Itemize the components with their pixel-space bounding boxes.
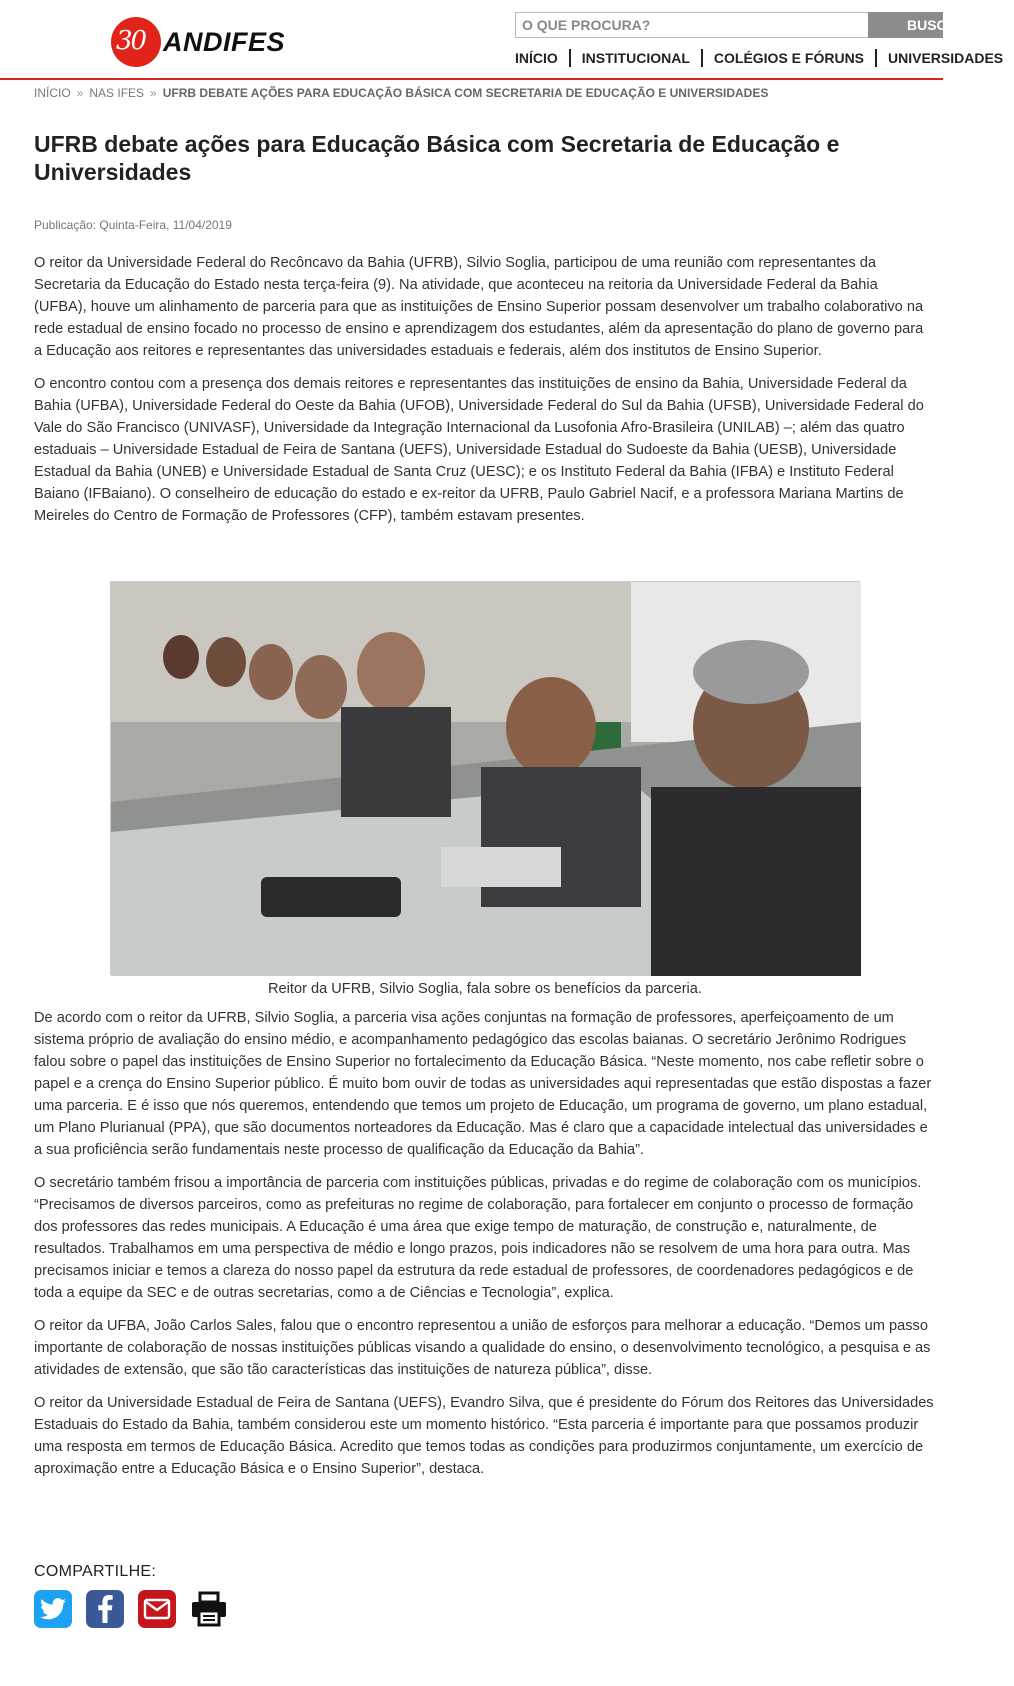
article-paragraph: De acordo com o reitor da UFRB, Silvio Soglia, a parceria visa ações conjuntas na formação de professores, aperfeiçoamento de um sistema próprio de avaliação do ensino médio, e acompanhamento pedagógico das escolas baianas. O secretário Jerônimo Rodrigues falou sobre o papel das instituições de Ensino Superior no fortalecimento da Educação Básica. “Neste momento, nos cabe refletir sobre o papel e a crença do Ensino Superior público. É muito bom ouvir de todas as universidades aqui representadas que estão dispostas a fazer uma parceria. E é isso que nós queremos, entendendo que temos um projeto de Educação, um programa de governo, um plano estadual, um Plano Plurianual (PPA), que são documentos norteadores da Educação. Mas é claro que a capacidade intelectual das universidades e a sua proficiência serão fundamentais neste processo de qualificação da Educação da Bahia”. [34, 1010, 932, 1158]
nav-item-universidades[interactable]: UNIVERSIDADES [875, 49, 1014, 67]
main-nav [515, 48, 1014, 68]
article-paragraph: O secretário também frisou a importância de parceria com instituições públicas, privadas e do regime de colaboração com os municípios. “Precisamos de diversos parceiros, como as prefeituras no regime de colaboração, para fortalecer em conjunto o processo de formação dos professores das redes municipais. A Educação é uma área que exige tempo de maturação, de construção e, naturalmente, de resultados. Trabalhamos em uma perspectiva de médio e longo prazos, pois indicadores não se resolvem de uma hora para outra. Mas precisamos iniciar e temos a clareza do nosso papel da estrutura da rede estadual de professores, de coordenadores pedagógicos e de toda a equipe da SEC e de outras secretarias, como a de Ciências e Tecnologia”, explica. [34, 1175, 922, 1301]
breadcrumb [34, 86, 768, 100]
logo-text: ANDIFES [163, 26, 286, 57]
article-paragraph: O reitor da Universidade Estadual de Feira de Santana (UEFS), Evandro Silva, que é presidente do Fórum dos Reitores das Universidades Estaduais do Estado da Bahia, também considerou este um momento histórico. “Esta parceria é importante para que possamos produzir uma resposta em termos de Educação Básica. Acredito que temos todas as condições para produzirmos conjuntamente, um exercício de aproximação entre a Educação Básica e o Ensino Superior”, destaca. [34, 1395, 934, 1477]
nav-item-inicio[interactable]: INÍCIO [515, 50, 558, 66]
search-button-label: BUSCAR [907, 17, 967, 33]
search-bar [515, 12, 967, 38]
search-input[interactable] [515, 12, 868, 38]
nav-item-institucional[interactable]: INSTITUCIONAL [569, 49, 701, 67]
article-body-top [34, 252, 934, 538]
share-buttons [34, 1590, 228, 1628]
share-label: COMPARTILHE: [34, 1563, 157, 1580]
twitter-icon [40, 1598, 66, 1620]
facebook-share-button[interactable] [86, 1590, 124, 1628]
article-photo [110, 581, 860, 975]
article-figure [110, 581, 860, 999]
photo-caption: Reitor da UFRB, Silvio Soglia, fala sobre os benefícios da parceria. [268, 981, 702, 997]
breadcrumb-nas-ifes[interactable]: NAS IFES [89, 86, 145, 100]
breadcrumb-separator: » [150, 86, 157, 100]
article-paragraph: O reitor da UFBA, João Carlos Sales, falou que o encontro representou a união de esforços para melhorar a educação. “Demos um passo importante de colaboração de nossas instituições públicas visando a qualidade do ensino, o desenvolvimento tecnológico, a pesquisa e as atividades de extensão, que são tão características das instituições de natureza pública”, disse. [34, 1318, 931, 1378]
breadcrumb-current: UFRB DEBATE AÇÕES PARA EDUCAÇÃO BÁSICA COM SECRETARIA DE EDUCAÇÃO E UNIVERSIDADES [162, 86, 769, 100]
email-icon [144, 1599, 170, 1619]
print-icon [191, 1592, 227, 1626]
article-title: UFRB debate ações para Educação Básica com Secretaria de Educação e Universidades [34, 131, 840, 185]
article-paragraph: O reitor da Universidade Federal do Recôncavo da Bahia (UFRB), Silvio Soglia, participou de uma reunião com representantes da Secretaria da Educação do Estado nesta terça-feira (9). Na atividade, que aconteceu na reitoria da Universidade Federal da Bahia (UFBA), houve um alinhamento de parceria para que as instituições de Ensino Superior possam desenvolver um trabalho colaborativo na rede estadual de ensino focado no processo de ensino e aprendizagem dos estudantes, além da apresentação do plano de governo para a Educação aos reitores e representantes das universidades estaduais e federais, além dos institutos de Ensino Superior. [34, 255, 924, 359]
twitter-share-button[interactable] [34, 1590, 72, 1628]
logo-30-anos-icon: 30 [111, 17, 161, 67]
nav-item-colegios-foruns[interactable]: COLÉGIOS E FÓRUNS [701, 49, 875, 67]
site-header [0, 0, 1004, 80]
breadcrumb-inicio[interactable]: INÍCIO [34, 86, 71, 100]
breadcrumb-separator: » [76, 86, 84, 100]
search-button[interactable] [868, 12, 967, 38]
print-button[interactable] [190, 1590, 228, 1628]
article-paragraph: O encontro contou com a presença dos demais reitores e representantes das instituições de ensino da Bahia, Universidade Federal da Bahia (UFBA), Universidade Federal do Oeste da Bahia (UFOB), Universidade Federal do Sul da Bahia (UFSB), Universidade Federal do Vale do São Francisco (UNIVASF), Universidade da Integração Internacional da Lusofonia Afro-Brasileira (UNILAB) –; além das quatro estaduais – Universidade Estadual de Feira de Santana (UEFS), Universidade Estadual do Sudoeste da Bahia (UESB), Universidade Estadual da Bahia (UNEB) e Universidade Estadual de Santa Cruz (UESC); e os Instituto Federal da Bahia (IFBA) e Instituto Federal Baiano (IFBaiano). O conselheiro de educação do estado e ex-reitor da UFRB, Paulo Gabriel Nacif, e a professora Mariana Martins de Meireles do Centro de Formação de Professores (CFP), também estavam presentes. [34, 376, 924, 524]
email-share-button[interactable] [138, 1590, 176, 1628]
andifes-logo[interactable] [111, 16, 285, 68]
facebook-icon [97, 1595, 113, 1623]
publication-date: Publicação: Quinta-Feira, 11/04/2019 [34, 218, 232, 232]
article-body-bottom [34, 1007, 934, 1491]
